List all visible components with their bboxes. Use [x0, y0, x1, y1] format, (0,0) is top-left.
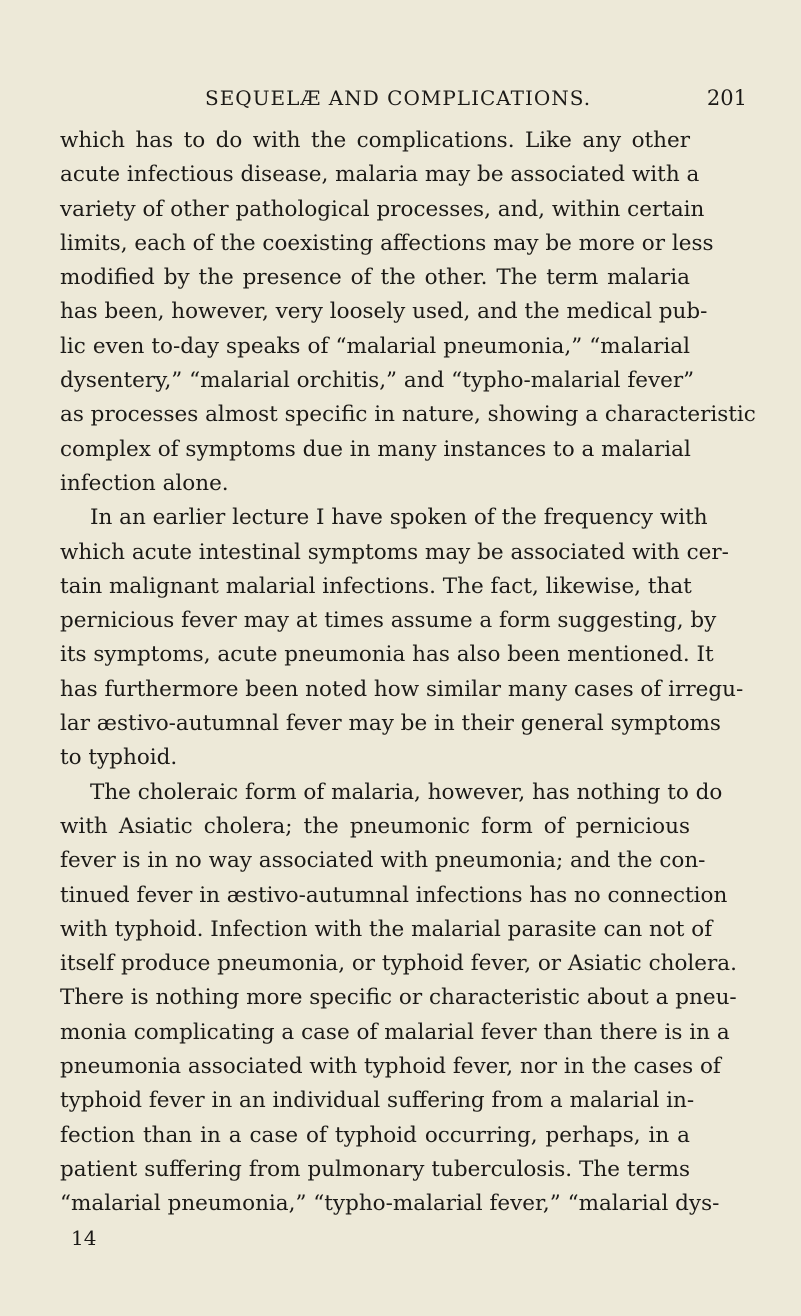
body-text: [60, 124, 756, 1222]
text-line: itself produce pneumonia, or typhoid fever, or Asiatic cholera.: [60, 951, 737, 977]
page-header: [60, 86, 747, 116]
text-line: monia complicating a case of malarial fever than there is in a: [60, 1019, 730, 1045]
text-line: patient suffering from pulmonary tuberculosis. The terms: [60, 1156, 690, 1182]
text-line: infection alone.: [60, 470, 229, 496]
text-line: with Asiatic cholera; the pneumonic form of pernicious: [60, 813, 690, 839]
text-line: has been, however, very loosely used, and the medical pub-: [60, 299, 708, 325]
text-line: tinued fever in æstivo-autumnal infections has no connection: [60, 882, 728, 908]
text-line: to typhoid.: [60, 745, 178, 771]
text-line: with typhoid. Infection with the malarial parasite can not of: [60, 916, 713, 942]
text-line: The choleraic form of malaria, however, has nothing to do: [90, 779, 723, 805]
running-head: SEQUELÆ AND COMPLICATIONS.: [205, 86, 592, 110]
text-line: its symptoms, acute pneumonia has also been mentioned. It: [60, 642, 714, 668]
text-line: variety of other pathological processes, and, within certain: [60, 196, 705, 222]
signature-mark: 14: [71, 1226, 97, 1250]
text-line: lic even to-day speaks of “malarial pneumonia,” “malarial: [60, 333, 690, 359]
text-line: pneumonia associated with typhoid fever, nor in the cases of: [60, 1054, 721, 1080]
text-line: limits, each of the coexisting affections may be more or less: [60, 230, 714, 256]
text-line: “malarial pneumonia,” “typho-malarial fever,” “malarial dys-: [60, 1191, 720, 1217]
text-line: which acute intestinal symptoms may be associated with cer-: [60, 539, 729, 565]
text-line: has furthermore been noted how similar many cases of irregu-: [60, 676, 744, 702]
text-line: pernicious fever may at times assume a form suggesting, by: [60, 608, 717, 634]
text-line: dysentery,” “malarial orchitis,” and “typho-malarial fever”: [60, 368, 695, 394]
text-line: complex of symptoms due in many instances to a malarial: [60, 436, 691, 462]
text-line: fection than in a case of typhoid occurring, perhaps, in a: [60, 1122, 690, 1148]
text-line: In an earlier lecture I have spoken of the frequency with: [90, 505, 708, 531]
text-line: fever is in no way associated with pneumonia; and the con-: [60, 848, 706, 874]
text-line: There is nothing more specific or characteristic about a pneu-: [60, 985, 737, 1011]
text-line: which has to do with the complications. Like any other: [60, 128, 690, 153]
page-number: 201: [706, 86, 747, 110]
text-line: modified by the presence of the other. The term malaria: [60, 265, 690, 291]
text-line: acute infectious disease, malaria may be associated with a: [60, 162, 700, 188]
text-line: lar æstivo-autumnal fever may be in their general symptoms: [60, 711, 721, 737]
text-line: as processes almost specific in nature, showing a characteristic: [60, 402, 756, 428]
text-line: typhoid fever in an individual suffering from a malarial in-: [60, 1088, 695, 1114]
text-line: tain malignant malarial infections. The fact, likewise, that: [60, 573, 692, 599]
